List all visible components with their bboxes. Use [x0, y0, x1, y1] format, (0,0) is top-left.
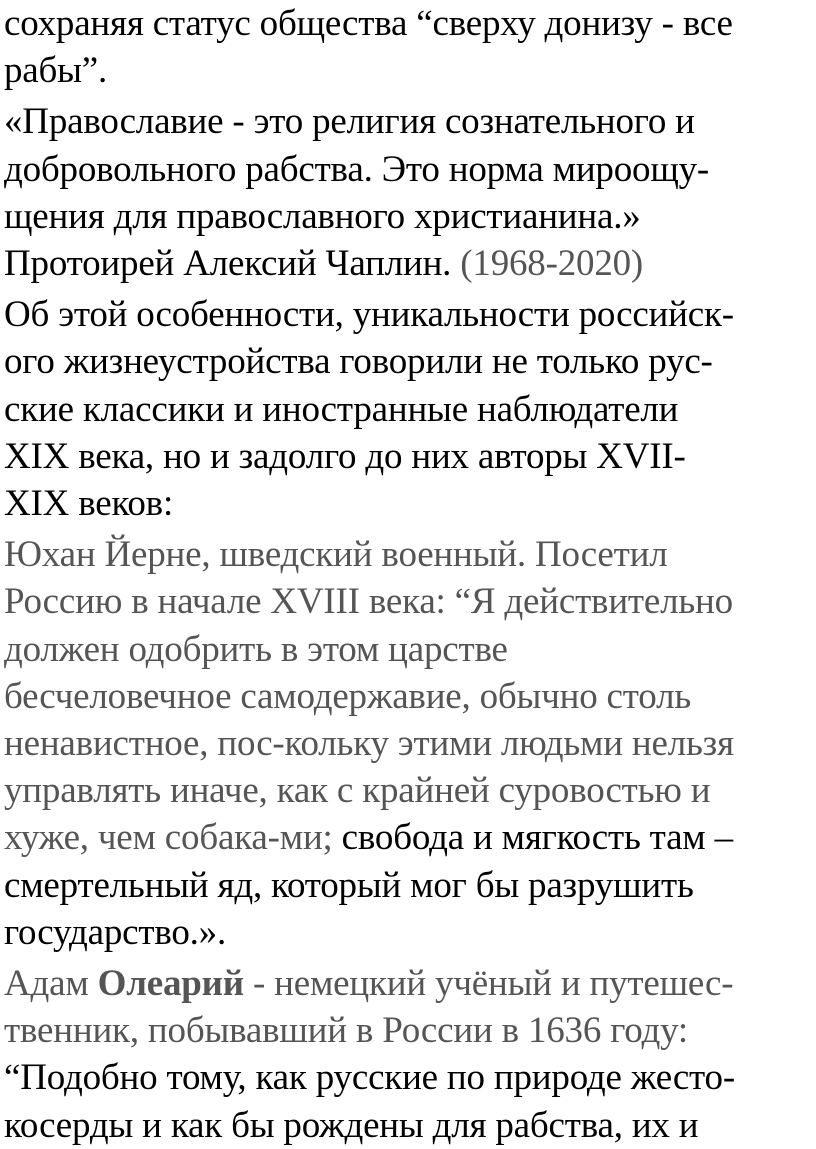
- text-line: «Православие - это религия сознательного и: [4, 101, 695, 143]
- text-line: ненавистное, пос-кольку этими людьми нельзя: [4, 723, 734, 765]
- text-line: XIX веков:: [4, 483, 174, 525]
- text-line: щения для православного христианина.»: [4, 195, 641, 237]
- text-segment: Адам: [4, 963, 98, 1005]
- text-line-mixed: [4, 960, 814, 1007]
- quote-jerne: [4, 531, 814, 956]
- author-name-bold: Олеарий: [97, 963, 244, 1005]
- text-segment: - немецкий учёный и путешес-: [243, 963, 734, 1005]
- text-segment-gray: хуже, чем собака-ми;: [4, 817, 342, 859]
- text-line: смертельный яд, который мог бы разрушить: [4, 864, 694, 906]
- text-line: управлять иначе, как с крайней суровостью и: [4, 770, 711, 812]
- paragraph-continuation: [4, 0, 814, 94]
- text-line: ого жизнеустройства говорили не только рус-: [4, 341, 713, 383]
- text-line: Юхан Йерне, шведский военный. Посетил: [4, 534, 668, 576]
- text-line: “Подобно тому, как русские по природе жесто-: [4, 1057, 735, 1099]
- text-line: рабы”.: [4, 50, 108, 92]
- text-line: бесчеловечное самодержавие, обычно столь: [4, 675, 692, 717]
- quote-chaplin: [4, 98, 814, 287]
- quote-author-line: [4, 240, 814, 287]
- text-line: государство.».: [4, 911, 227, 953]
- author-years: (1968-2020): [451, 243, 644, 285]
- text-line: Россию в начале XVIII века: “Я действительно: [4, 581, 733, 623]
- text-line: должен одобрить в этом царстве: [4, 628, 508, 670]
- text-line: Об этой особенности, уникальности российск-: [4, 294, 734, 336]
- text-line: ские классики и иностранные наблюдатели: [4, 388, 679, 430]
- paragraph-intro: [4, 291, 814, 527]
- text-line: твенник, побывавший в России в 1636 году:: [4, 1010, 688, 1052]
- author-name: Протоирей Алексий Чаплин.: [4, 243, 452, 285]
- text-line: косерды и как бы рождены для рабства, их и: [4, 1104, 699, 1146]
- text-segment-black: свобода и мягкость там –: [341, 817, 733, 859]
- text-line: добровольного рабства. Это норма мироощу-: [4, 148, 710, 190]
- text-line-mixed: [4, 814, 814, 861]
- text-line: XIX века, но и задолго до них авторы XVII-: [4, 435, 686, 477]
- text-line: сохраняя статус общества “сверху донизу - все: [4, 3, 733, 44]
- quote-olearius: [4, 960, 814, 1149]
